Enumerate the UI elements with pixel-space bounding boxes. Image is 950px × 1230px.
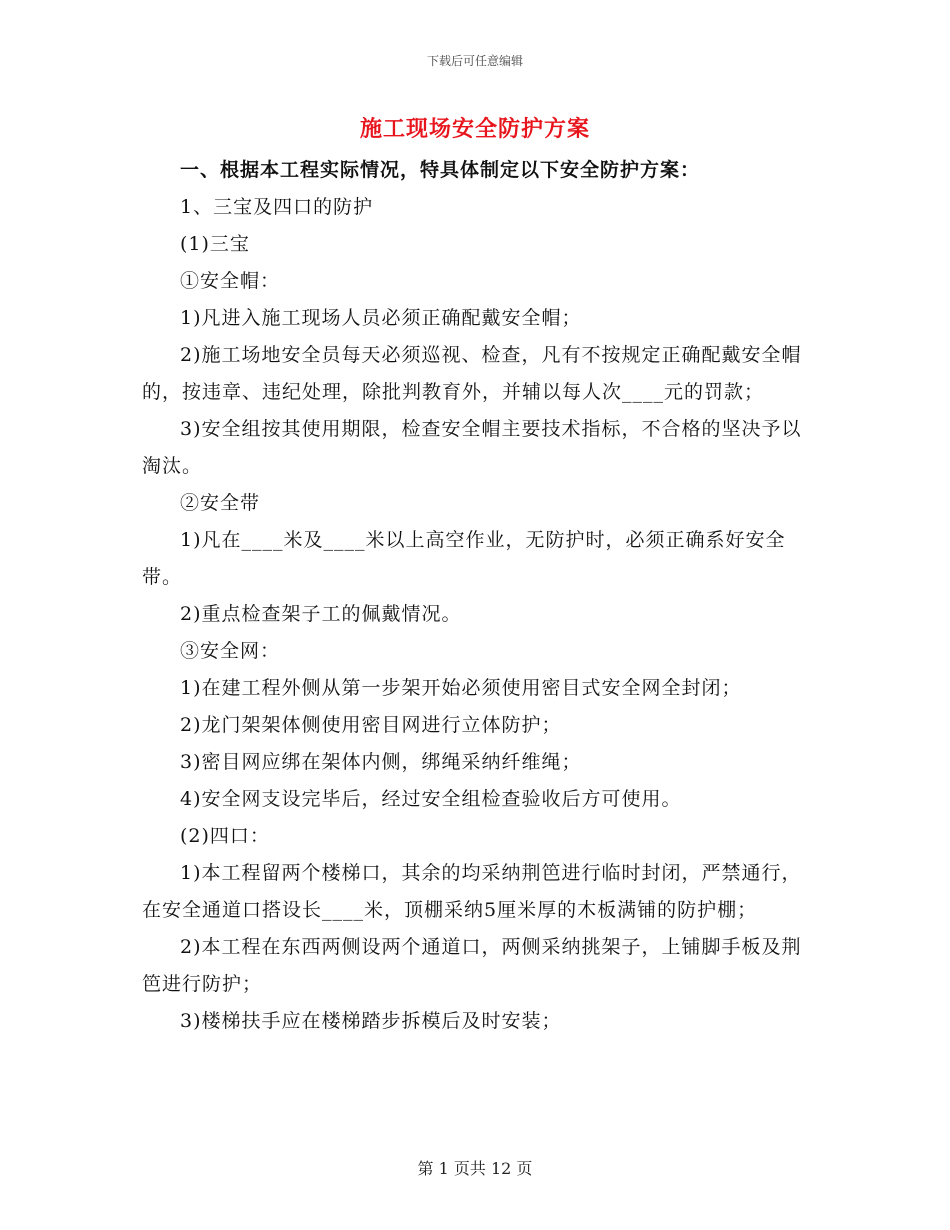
paragraph: 1)凡进入施工现场人员必须正确配戴安全帽；: [180, 307, 582, 329]
paragraph: 2)重点检查架子工的佩戴情况。: [180, 603, 462, 625]
section-heading: 一、根据本工程实际情况，特具体制定以下安全防护方案：: [180, 159, 701, 181]
item-heading: ②安全带: [180, 492, 261, 514]
paragraph: 3)安全组按其使用期限，检查安全帽主要技术指标，不合格的坚决予以淘汰。: [142, 418, 802, 477]
paragraph: 1)凡在____米及____米以上高空作业，无防护时，必须正确系好安全带。: [142, 529, 786, 588]
paragraph: 1)本工程留两个楼梯口，其余的均采纳荆笆进行临时封闭，严禁通行，在安全通道口搭设长____米，顶棚采纳5厘米厚的木板满铺的防护棚；: [142, 862, 802, 921]
paragraph: 2)本工程在东西两侧设两个通道口，两侧采纳挑架子，上铺脚手板及荆笆进行防护；: [142, 936, 802, 995]
document-title: 施工现场安全防护方案: [359, 116, 590, 142]
paragraph: 2)龙门架架体侧使用密目网进行立体防护；: [180, 714, 562, 736]
paragraph: 1)在建工程外侧从第一步架开始必须使用密目式安全网全封闭；: [180, 677, 742, 699]
subsection-heading: 1、三宝及四口的防护: [180, 196, 374, 218]
item-heading: ①安全帽：: [180, 270, 281, 292]
item-heading: ③安全网：: [180, 640, 281, 662]
paragraph: 4)安全网支设完毕后，经过安全组检查验收后方可使用。: [180, 788, 682, 810]
item-heading: (1)三宝: [180, 233, 250, 255]
paragraph: 2)施工场地安全员每天必须巡视、检查，凡有不按规定正确配戴安全帽的，按违章、违纪处理，除批判教育外，并辅以每人次____元的罚款；: [142, 344, 802, 403]
page-footer: 第 1 页共 12 页: [417, 1159, 533, 1178]
document-body: [142, 152, 807, 1040]
item-heading: (2)四口：: [180, 825, 270, 847]
page-header: 下载后可任意编辑: [426, 54, 523, 68]
paragraph: 3)密目网应绑在架体内侧，绑绳采纳纤维绳；: [180, 751, 582, 773]
paragraph: 3)楼梯扶手应在楼梯踏步拆模后及时安装；: [180, 1010, 562, 1032]
